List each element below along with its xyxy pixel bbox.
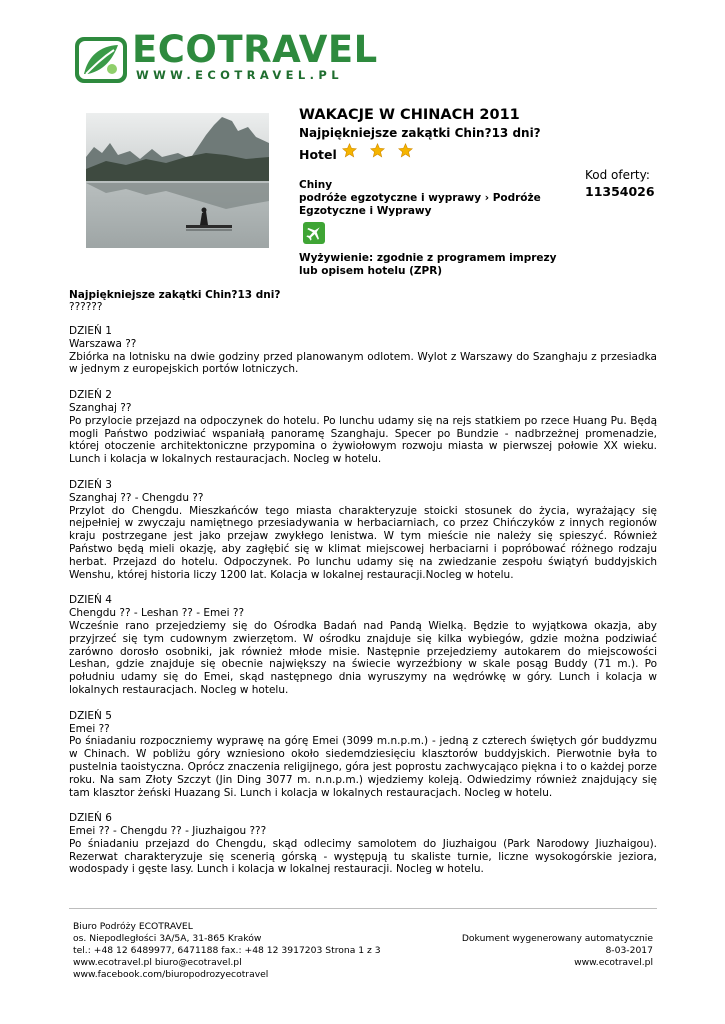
day-description: Wcześnie rano przejedziemy się do Ośrodka Badań nad Pandą Wielką. Będzie to wyjątkowa okazja, aby przyjrzeć się tym cudownym zwierzętom. W ośrodku znajduje się kilka wybiegów, gdzie można podziwiać zarówno dorosło osobniki, jak również młode misie. Następnie przejedziemy autokarem do miejscowości Leshan, gdzie znajduje się obecnie największy na świecie wyrzeźbiony w skale posąg Buddy (71 m.). Po południu udamy się do Emei, skąd następnego dnia wyruszymy na wędrówkę w góry. Lunch i kolacja w lokalnych restauracjach. Nocleg w hotelu. xyxy=(69,619,657,696)
program-subtitle: ?????? xyxy=(69,301,103,313)
day-route: Szanghaj ?? - Chengdu ?? xyxy=(69,491,204,504)
brand-name: ECOTRAVEL xyxy=(132,28,378,71)
meal-plan: Wyżywienie: zgodnie z programem imprezy lub opisem hotelu (ZPR) xyxy=(299,252,557,277)
offer-category: podróże egzotyczne i wyprawy › Podróże Egzotyczne i Wyprawy xyxy=(299,192,541,217)
footer-date: 8-03-2017 xyxy=(605,945,653,956)
footer-generated-note: Dokument wygenerowany automatycznie xyxy=(461,933,653,944)
day-heading: DZIEŃ 4 xyxy=(69,594,112,607)
program-title: Najpiękniejsze zakątki Chin?13 dni? xyxy=(69,289,281,301)
day-heading: DZIEŃ 6 xyxy=(69,812,112,825)
offer-country: Chiny xyxy=(299,179,333,191)
day-description: Po śniadaniu przejazd do Chengdu, skąd odlecimy samolotem do Jiuzhaigou (Park Narodowy Jiuzhaigou). Rezerwat charakteryzuje się scenerią górską - występują tu skaliste turnie, liczne wysokogórskie jeziora, wodospady i gęste lasy. Lunch i kolacja w lokalnej restauracji. Nocleg w hotelu. xyxy=(69,837,657,876)
ecotravel-logo xyxy=(74,28,378,88)
day-route: Emei ?? - Chengdu ?? - Jiuzhaigou ??? xyxy=(69,825,267,838)
plane-icon xyxy=(303,222,325,244)
footer-address: os. Niepodległości 3A/5A, 31-865 Kraków xyxy=(73,933,262,944)
day-route: Warszawa ?? xyxy=(69,337,137,350)
day-heading: DZIEŃ 2 xyxy=(69,389,112,402)
itinerary-day xyxy=(69,479,657,581)
footer-divider xyxy=(69,908,657,909)
day-description: Przylot do Chengdu. Mieszkańców tego miasta charakteryzuje stoicki stosunek do życia, wyrażający się nejpełniej w zwyczaju namiętnego przesiadywania w herbaciarniach, co przez Chińczyków z innych regionów kraju postrzegane jest jako przejaw zwykłego lenistwa. W tym mieście nie należy się spieszyć. Również Państwo będą mieli okazję, aby zagłębić się w klimat miejscowej herbaciarni i popróbować różnego rodzaju herbat. Przejazd do hotelu. Odpoczynek. Po lunchu udamy się na zwiedzanie zespołu świątyń buddyjskich Wenshu, której historia liczy 1200 lat. Kolacja w lokalnej restauracji.Nocleg w hotelu. xyxy=(69,504,657,581)
day-route: Emei ?? xyxy=(69,722,110,735)
hotel-label: Hotel xyxy=(299,147,337,162)
offer-photo xyxy=(86,113,269,248)
itinerary-day xyxy=(69,325,657,376)
offer-code: 11354026 xyxy=(585,184,655,199)
itinerary-day xyxy=(69,389,657,466)
star-icon xyxy=(370,143,385,158)
footer-website-link[interactable]: www.ecotravel.pl xyxy=(574,957,653,968)
star-icon xyxy=(398,143,413,158)
itinerary-day xyxy=(69,710,657,800)
day-route: Chengdu ?? - Leshan ?? - Emei ?? xyxy=(69,607,245,620)
leaf-logo-icon xyxy=(74,36,128,84)
star-icon xyxy=(342,143,357,158)
footer-generated xyxy=(462,933,653,969)
footer-company: Biuro Podróży ECOTRAVEL xyxy=(73,921,193,932)
offer-title: WAKACJE W CHINACH 2011 xyxy=(299,107,520,123)
footer-phone: tel.: +48 12 6489977, 6471188 fax.: +48 12 3917203 Strona 1 z 3 xyxy=(73,945,381,956)
footer-contact xyxy=(73,921,381,981)
day-description: Po śniadaniu rozpoczniemy wyprawę na górę Emei (3099 m.n.p.m.) - jedną z czterech świętych gór buddyzmu w Chinach. W pobliżu góry wzniesiono około siedemdziesięciu klasztorów buddyjskich. Pierwotnie była to pustelnia taoistyczna. Oprócz znaczenia religijnego, góra jest poprostu zachwycająco piękna i to o każdej porze roku. Na sam Złoty Szczyt (Jin Ding 3077 m. n.n.p.m.) wjedziemy koleją. Odwiedzimy również znajdujący się tam klasztor żeński Huazang Si. Lunch i kolacja w lokalnych restauracjach. Nocleg w hotelu. xyxy=(69,735,657,799)
itinerary-day xyxy=(69,594,657,696)
day-route: Szanghaj ?? xyxy=(69,401,132,414)
itinerary xyxy=(69,325,657,889)
footer-web-email[interactable]: www.ecotravel.pl biuro@ecotravel.pl xyxy=(73,957,242,968)
offer-subtitle: Najpiękniejsze zakątki Chin?13 dni? xyxy=(299,126,541,140)
day-heading: DZIEŃ 5 xyxy=(69,709,112,722)
brand-url: WWW.ECOTRAVEL.PL xyxy=(136,68,343,82)
day-description: Po przylocie przejazd na odpoczynek do hotelu. Po lunchu udamy się na rejs statkiem po rzece Huang Pu. Będą mogli Państwo podziwiać wspaniałą panoramę Szanghaju. Specer po Bundzie - nadbrzeżnej promenadzie, której otoczenie architektoniczne przypomina o żywiołowym rozwoju miasta w pierwszej połowie XX wieku. Lunch i kolacja w lokalnych restauracjach. Nocleg w hotelu. xyxy=(69,414,657,466)
day-description: Zbiórka na lotnisku na dwie godziny przed planowanym odlotem. Wylot z Warszawy do Szanghaju z przesiadka w jednym z europejskich portów lotniczych. xyxy=(69,350,657,376)
offer-code-label: Kod oferty: xyxy=(585,168,650,182)
itinerary-day xyxy=(69,812,657,876)
day-heading: DZIEŃ 3 xyxy=(69,478,112,491)
day-heading: DZIEŃ 1 xyxy=(69,325,112,337)
footer-facebook-link[interactable]: www.facebook.com/biuropodrozyecotravel xyxy=(73,969,269,980)
